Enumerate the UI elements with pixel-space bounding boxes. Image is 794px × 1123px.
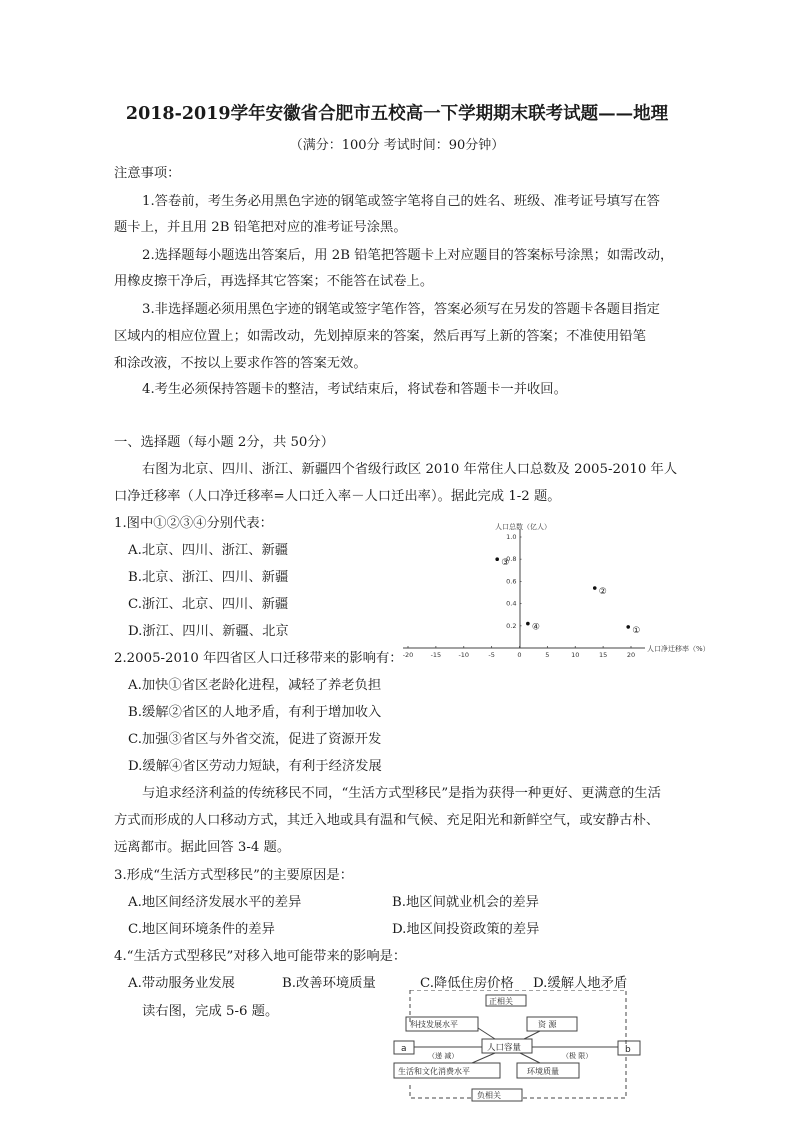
x-tick-label: -20 xyxy=(402,651,414,659)
answer-option: D.缓解④省区劳动力短缺，有利于经济发展 xyxy=(128,759,382,774)
answer-option: B.北京、浙江、四川、新疆 xyxy=(128,570,289,585)
y-tick-label: 0.8 xyxy=(506,555,517,564)
node-b: b xyxy=(625,1045,631,1055)
box-environment-quality: 环境质量 xyxy=(527,1067,559,1076)
data-point xyxy=(495,557,499,561)
y-tick-label: 0.4 xyxy=(506,599,517,608)
question-stem: 2.2005-2010 年四省区人口迁移带来的影响有： xyxy=(114,651,403,666)
x-tick-label: 10 xyxy=(571,651,580,659)
x-tick-label: -10 xyxy=(458,651,470,659)
answer-option: C.加强③省区与外省交流，促进了资源开发 xyxy=(128,732,382,747)
passage-line: 与追求经济利益的传统移民不同，“生活方式型移民”是指为获得一种更好、更满意的生活 xyxy=(142,786,661,801)
data-point-label: ② xyxy=(598,587,607,598)
data-point xyxy=(526,622,530,626)
passage-line: 远离都市。据此回答 3-4 题。 xyxy=(114,840,291,855)
answer-option: C.降低住房价格 xyxy=(420,976,514,991)
answer-option: B.地区间就业机会的差异 xyxy=(392,895,539,910)
exam-info: （满分：100分 考试时间：90分钟） xyxy=(289,138,505,153)
answer-option: A.北京、四川、浙江、新疆 xyxy=(128,543,289,558)
x-axis-label: 人口净迁移率（%） xyxy=(647,645,710,653)
box-tech-level: 科技发展水平 xyxy=(410,1020,458,1029)
box-resource: 资 源 xyxy=(538,1020,557,1029)
x-tick-label: 0 xyxy=(517,651,522,659)
positive-correlation-label: 正相关 xyxy=(489,997,513,1006)
notice-line: 和涂改液，不按以上要求作答的答案无效。 xyxy=(114,356,367,371)
question-stem: 3.形成“生活方式型移民”的主要原因是： xyxy=(114,868,354,883)
notice-line: 题卡上，并且用 2B 铅笔把对应的准考证号涂黑。 xyxy=(114,220,407,235)
data-point xyxy=(626,625,630,629)
data-point-label: ① xyxy=(632,625,641,636)
answer-option: B.改善环境质量 xyxy=(282,976,376,991)
passage-line: 右图为北京、四川、浙江、新疆四个省级行政区 2010 年常住人口总数及 2005-2010 年人 xyxy=(142,462,678,477)
section-heading: 一、选择题（每小题 2分，共 50分） xyxy=(114,435,334,450)
y-tick-label: 0.2 xyxy=(506,621,517,630)
answer-option: D.地区间投资政策的差异 xyxy=(392,922,540,937)
y-tick-label: 1.0 xyxy=(506,533,517,541)
page-title: 2018-2019学年安徽省合肥市五校高一下学期期末联考试题——地理 xyxy=(125,104,669,124)
answer-option: C.浙江、北京、四川、新疆 xyxy=(128,597,289,612)
notice-line: 3.非选择题必须用黑色字迹的钢笔或签字笔作答，答案必须写在另发的答题卡各题目指定 xyxy=(142,302,660,317)
notice-line: 用橡皮擦干净后，再选择其它答案；不能答在试卷上。 xyxy=(114,274,434,289)
answer-option: A.带动服务业发展 xyxy=(128,976,235,991)
data-point xyxy=(593,586,597,590)
data-point-label: ③ xyxy=(501,558,510,569)
answer-option: C.地区间环境条件的差异 xyxy=(128,922,275,937)
notice-line: 1.答卷前，考生务必用黑色字迹的钢笔或签字笔将自己的姓名、班级、准考证号填写在答 xyxy=(142,194,660,209)
right-note: （极 限） xyxy=(562,1052,593,1060)
y-tick-label: 0.6 xyxy=(506,577,517,586)
notice-line: 区域内的相应位置上；如需改动，先划掉原来的答案，然后再写上新的答案；不准使用铅笔 xyxy=(114,329,646,344)
notice-line: 4.考生必须保持答题卡的整洁，考试结束后，将试卷和答题卡一并收回。 xyxy=(142,382,567,397)
box-population-capacity: 人口容量 xyxy=(487,1043,522,1053)
question-stem: 1.图中①②③④分别代表： xyxy=(114,516,273,531)
question-stem: 4.“生活方式型移民”对移入地可能带来的影响是： xyxy=(114,949,407,964)
x-tick-label: -15 xyxy=(430,651,442,659)
notice-heading: 注意事项： xyxy=(114,166,181,181)
data-point-label: ④ xyxy=(531,622,540,633)
negative-correlation-label: 负相关 xyxy=(477,1091,501,1100)
population-capacity-diagram xyxy=(390,990,660,1110)
y-axis-label: 人口总数（亿人） xyxy=(495,523,551,531)
answer-option: D.浙江、四川、新疆、北京 xyxy=(128,624,289,639)
x-tick-label: 20 xyxy=(626,651,636,659)
scatter-chart xyxy=(395,515,725,665)
answer-option: B.缓解②省区的人地矛盾，有利于增加收入 xyxy=(128,705,382,720)
x-tick-label: 15 xyxy=(598,651,608,659)
box-consumption-level: 生活和文化消费水平 xyxy=(398,1067,470,1076)
passage-line: 读右图，完成 5-6 题。 xyxy=(142,1004,279,1019)
left-note: （递 减） xyxy=(428,1052,459,1060)
node-a: a xyxy=(401,1044,407,1054)
passage-line: 口净迁移率（人口净迁移率=人口迁入率－人口迁出率）。据此完成 1-2 题。 xyxy=(114,489,561,504)
notice-line: 2.选择题每小题选出答案后，用 2B 铅笔把答题卡上对应题目的答案标号涂黑；如需改动， xyxy=(142,248,674,263)
passage-line: 方式而形成的人口移动方式，其迁入地或具有温和气候、充足阳光和新鲜空气，或安静古朴、 xyxy=(114,813,660,828)
answer-option: A.地区间经济发展水平的差异 xyxy=(128,895,302,910)
answer-option: D.缓解人地矛盾 xyxy=(533,976,628,991)
x-tick-label: -5 xyxy=(488,651,495,659)
x-tick-label: 5 xyxy=(545,651,550,659)
answer-option: A.加快①省区老龄化进程，减轻了养老负担 xyxy=(128,678,382,693)
